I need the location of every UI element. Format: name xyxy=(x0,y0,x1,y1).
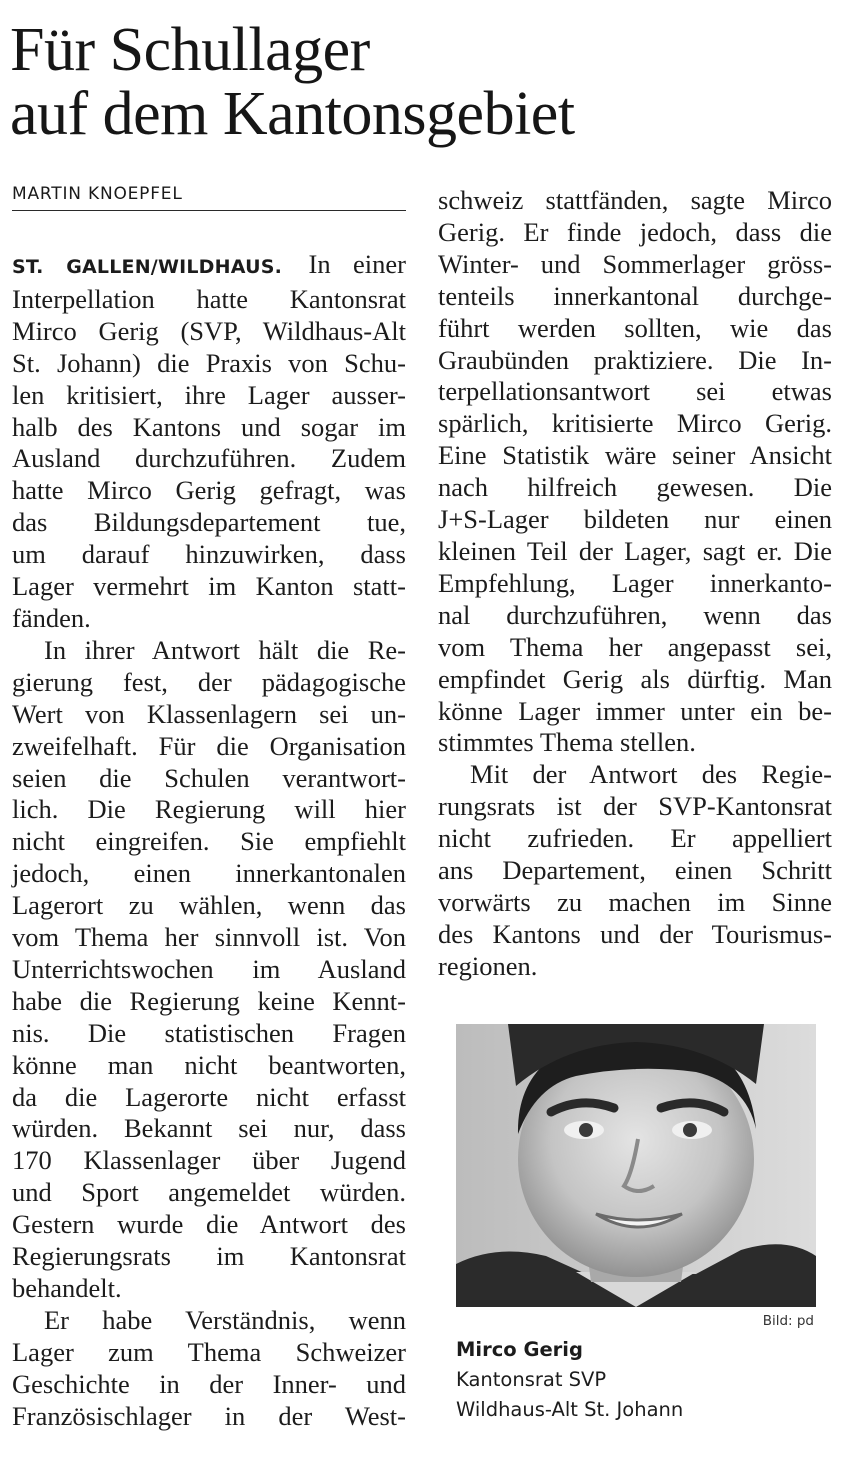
headline-line: auf dem Kantonsgebiet xyxy=(10,80,575,148)
article-text-line: nicht zufrieden. Er appelliert xyxy=(438,823,832,854)
article-text-line: Graubünden praktiziere. Die In- xyxy=(438,344,832,375)
article-text-line: zweifelhaft. Für die Organisation xyxy=(12,730,406,761)
article-text-line: kleinen Teil der Lager, sagt er. Die xyxy=(438,535,832,566)
article-text-line: Er habe Verständnis, wenn xyxy=(44,1304,406,1335)
article-text-line: 170 Klassenlager über Jugend xyxy=(12,1145,406,1176)
article-column-left xyxy=(12,249,406,1433)
article-text-line: Geschichte in der Inner- und xyxy=(12,1368,406,1399)
article-text-line: Wert von Klassenlagern sei un- xyxy=(12,698,406,729)
article-text-line: würden. Bekannt sei nur, dass xyxy=(12,1113,406,1144)
article-text-line: Empfehlung, Lager innerkanto- xyxy=(438,567,832,598)
caption-name: Mirco Gerig xyxy=(456,1338,583,1361)
dateline: ST. GALLEN/WILDHAUS. xyxy=(12,256,283,278)
photo-caption xyxy=(456,1335,816,1425)
article-text-line: fänden. xyxy=(12,602,91,633)
author-byline: MARTIN KNOEPFEL xyxy=(12,184,406,211)
headline-line: Für Schullager xyxy=(10,16,370,84)
portrait-image xyxy=(456,1024,816,1307)
article-text-line: seien die Schulen verantwort- xyxy=(12,762,406,793)
portrait-photo xyxy=(456,1024,816,1307)
article-text-line: Lager zum Thema Schweizer xyxy=(12,1336,406,1367)
article-text-line: könne man nicht beantworten, xyxy=(12,1049,406,1080)
article-text-line: vom Thema her angepasst sei, xyxy=(438,631,832,662)
article-text-line: nal durchzuführen, wenn das xyxy=(438,599,832,630)
article-column-right xyxy=(438,185,832,983)
article-text-line: spärlich, kritisierte Mirco Gerig. xyxy=(438,408,832,439)
article-text-line xyxy=(12,249,406,284)
article-text-line: jedoch, einen innerkantonalen xyxy=(12,858,406,889)
article-text-line: len kritisiert, ihre Lager ausser- xyxy=(12,379,406,410)
article-text-line: des Kantons und der Tourismus- xyxy=(438,918,832,949)
article-text-line: St. Johann) die Praxis von Schu- xyxy=(12,347,406,378)
article-text-line: nicht eingreifen. Sie empfiehlt xyxy=(12,826,406,857)
article-text-line: regionen. xyxy=(438,950,538,981)
article-text-line: Französischlager in der West- xyxy=(12,1400,406,1431)
article-text-line: stimmtes Thema stellen. xyxy=(438,727,696,758)
article-text-line: Unterrichtswochen im Ausland xyxy=(12,953,406,984)
article-text-line: lich. Die Regierung will hier xyxy=(12,794,406,825)
caption-line: Wildhaus-Alt St. Johann xyxy=(456,1398,684,1421)
article-text-line: führt werden sollten, wie das xyxy=(438,312,832,343)
article-text-line: um darauf hinzuwirken, dass xyxy=(12,539,406,570)
article-text-line: terpellationsantwort sei etwas xyxy=(438,376,832,407)
article-text-line: tenteils innerkantonal durchge- xyxy=(438,280,832,311)
article-text-line: Ausland durchzuführen. Zudem xyxy=(12,443,406,474)
article-text-line: hatte Mirco Gerig gefragt, was xyxy=(12,475,406,506)
article-text-line: Eine Statistik wäre seiner Ansicht xyxy=(438,440,832,471)
article-text-line: Regierungsrats im Kantonsrat xyxy=(12,1241,406,1272)
article-text-line: da die Lagerorte nicht erfasst xyxy=(12,1081,406,1112)
article-text-line: Lagerort zu wählen, wenn das xyxy=(12,890,406,921)
article-text-line: schweiz stattfänden, sagte Mirco xyxy=(438,185,832,215)
article-text-line: ans Departement, einen Schritt xyxy=(438,855,832,886)
article-text-line: vom Thema her sinnvoll ist. Von xyxy=(12,922,406,953)
article-text-line: J+S-Lager bildeten nur einen xyxy=(438,504,832,535)
article-text-line: vorwärts zu machen im Sinne xyxy=(438,886,832,917)
photo-credit: Bild: pd xyxy=(762,1313,814,1329)
article-text-line: Interpellation hatte Kantonsrat xyxy=(12,283,406,314)
article-text-line: nach hilfreich gewesen. Die xyxy=(438,472,832,503)
article-text-line: das Bildungsdepartement tue, xyxy=(12,507,406,538)
article-text-line: Gestern wurde die Antwort des xyxy=(12,1209,406,1240)
article-text-line: nis. Die statistischen Fragen xyxy=(12,1017,406,1048)
article-text-line: Lager vermehrt im Kanton statt- xyxy=(12,571,406,602)
article-text-line: Mit der Antwort des Regie- xyxy=(470,759,832,790)
article-text-line: habe die Regierung keine Kennt- xyxy=(12,985,406,1016)
article-text-line: Gerig. Er finde jedoch, dass die xyxy=(438,216,832,247)
article-text-line: Winter- und Sommerlager gröss- xyxy=(438,248,832,279)
article-text: In einer xyxy=(308,249,406,279)
article-text-line: behandelt. xyxy=(12,1273,122,1303)
article-text-line: empfindet Gerig als dürftig. Man xyxy=(438,663,832,694)
article-text-line: könne Lager immer unter ein be- xyxy=(438,695,832,726)
article-text-line: In ihrer Antwort hält die Re- xyxy=(44,634,406,665)
article-text-line: und Sport angemeldet würden. xyxy=(12,1177,406,1208)
article-text-line: gierung fest, der pädagogische xyxy=(12,666,406,697)
caption-line: Kantonsrat SVP xyxy=(456,1368,607,1391)
article-text-line: halb des Kantons und sogar im xyxy=(12,411,406,442)
article-text-line: rungsrats ist der SVP-Kantonsrat xyxy=(438,791,832,822)
headline xyxy=(10,18,830,146)
article-text-line: Mirco Gerig (SVP, Wildhaus-Alt xyxy=(12,315,406,346)
